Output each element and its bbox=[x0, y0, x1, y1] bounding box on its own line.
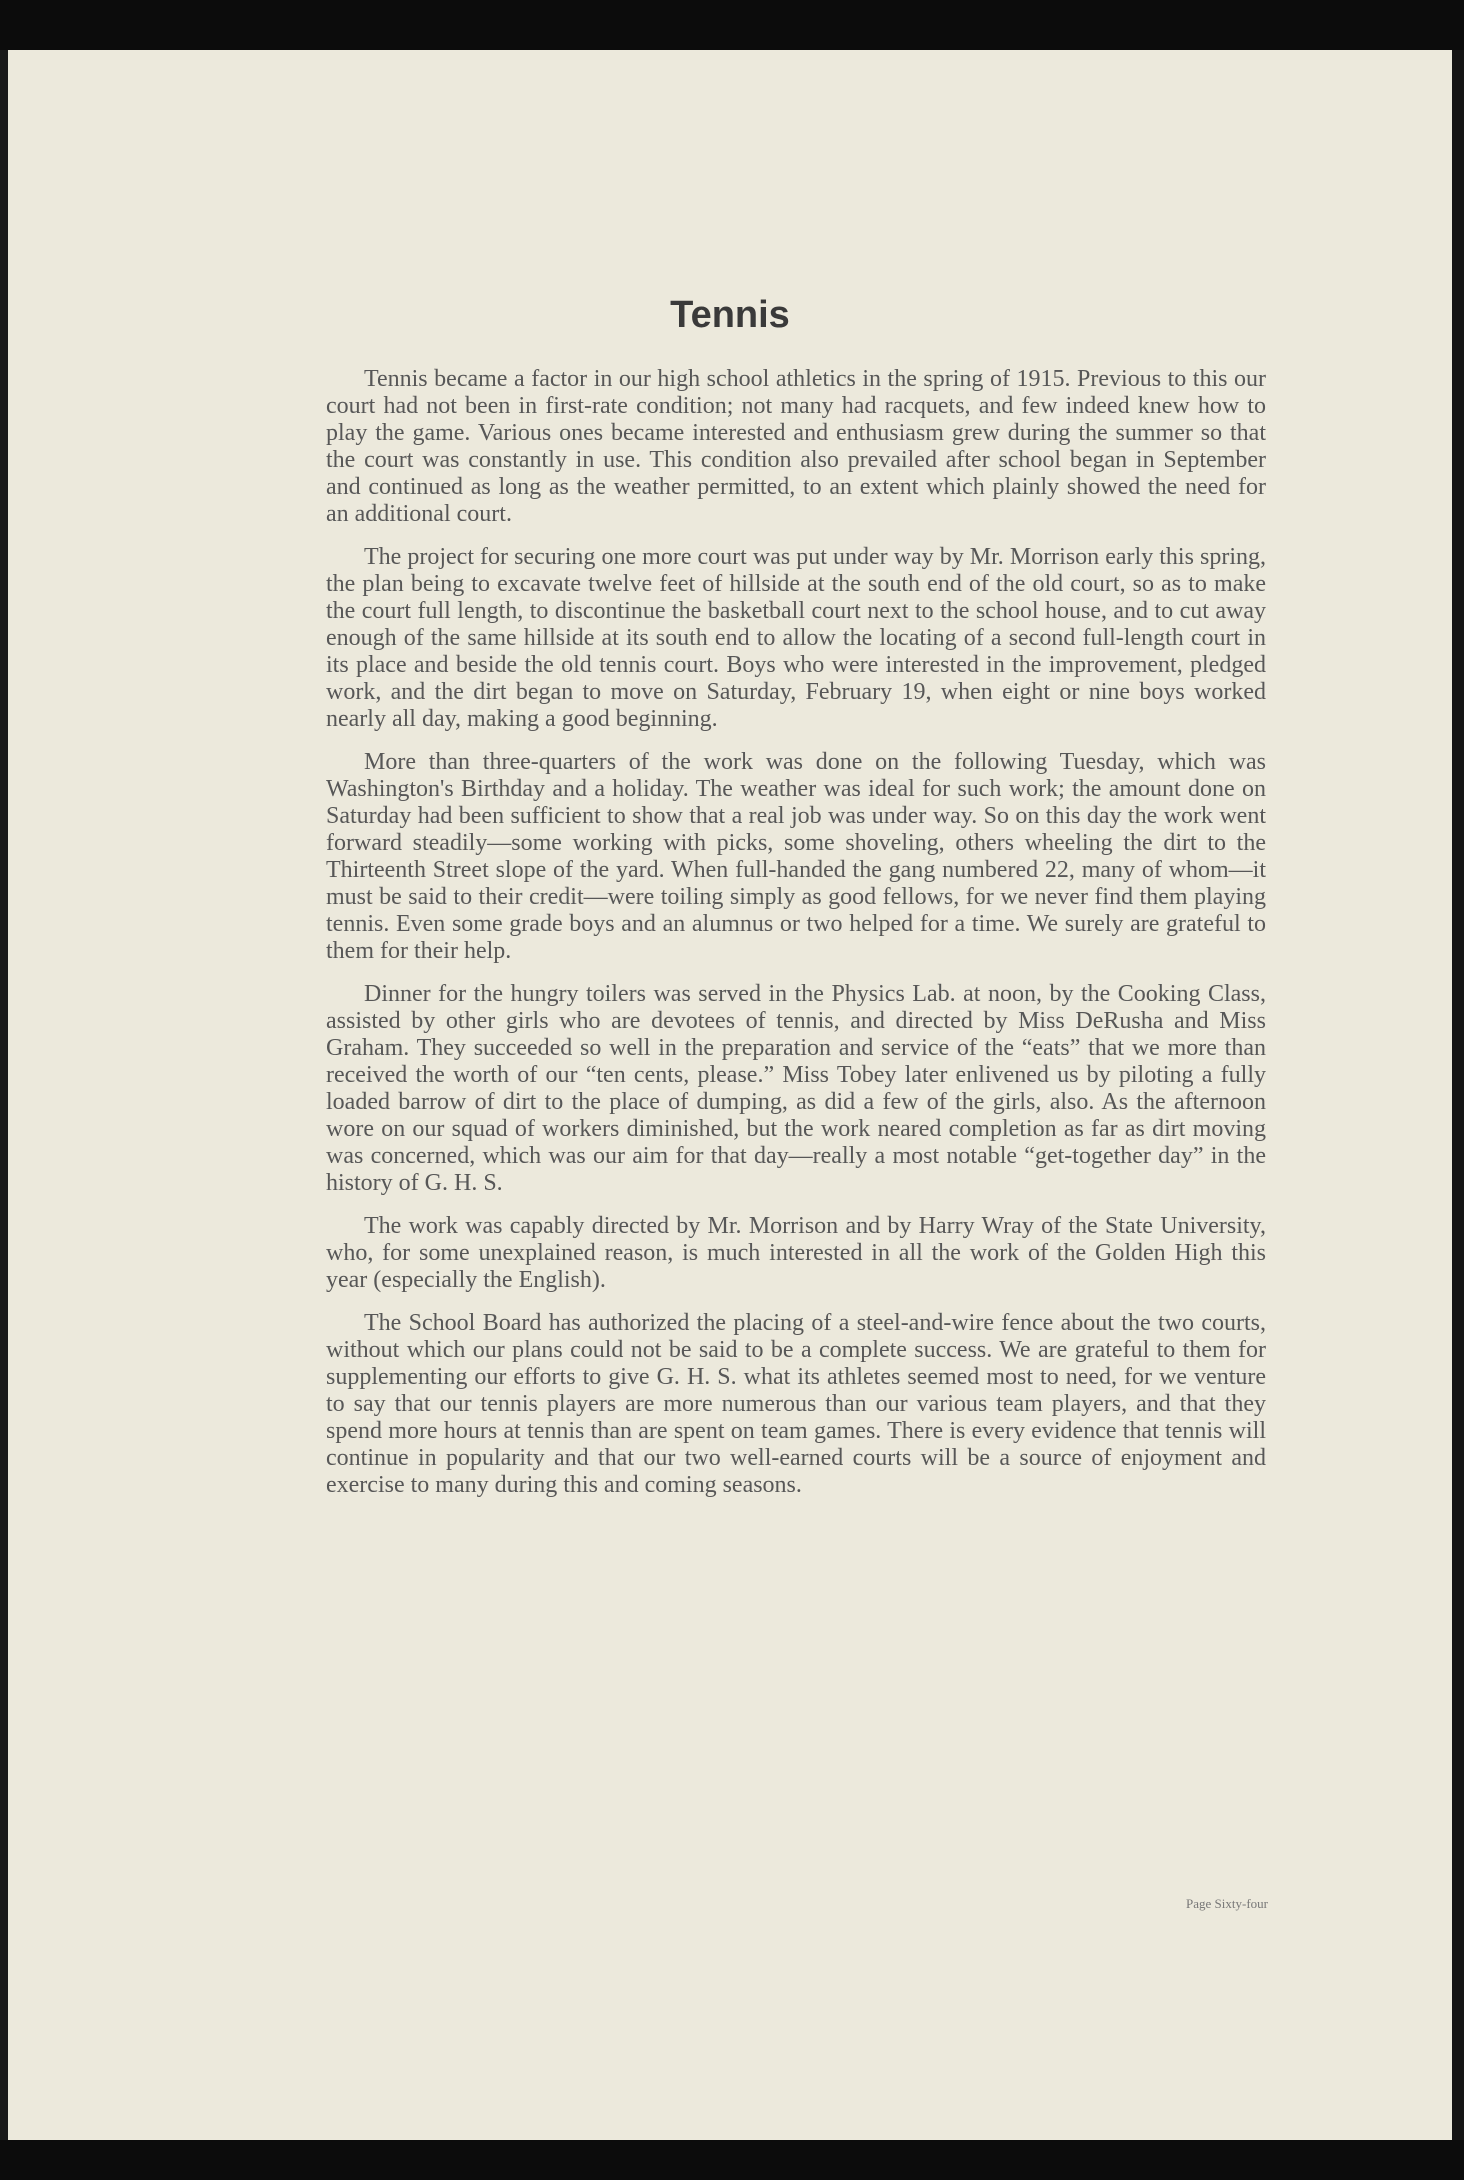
page-title: Tennis bbox=[670, 294, 790, 336]
paragraph: The School Board has authorized the placing of a steel-and-wire fence about the two courts, without which our plans could not be said to be a complete success. We are grateful to them for supplementing our efforts to give G. H. S. what its athletes seemed most to need, for we venture to say that our tennis players are more numerous than our various team players, and that they spend more hours at tennis than are spent on team games. There is every evidence that tennis will continue in popularity and that our two well-earned courts will be a source of enjoyment and exercise to many during this and coming seasons. bbox=[326, 1310, 1266, 1498]
paragraph: Tennis became a factor in our high school athletics in the spring of 1915. Previous to this our court had not been in first-rate condition; not many had racquets, and few indeed knew how to play the game. Various ones became interested and enthusiasm grew during the summer so that the court was constantly in use. This condition also prevailed after school began in September and continued as long as the weather permitted, to an extent which plainly showed the need for an additional court. bbox=[326, 366, 1266, 527]
paragraph: Dinner for the hungry toilers was served in the Physics Lab. at noon, by the Cooking Class, assisted by other girls who are devotees of tennis, and directed by Miss DeRusha and Miss Graham. They succeeded so well in the preparation and service of the “eats” that we more than received the worth of our “ten cents, please.” Miss Tobey later enlivened us by piloting a fully loaded barrow of dirt to the place of dumping, as did a few of the girls, also. As the afternoon wore on our squad of workers diminished, but the work neared completion as far as dirt moving was concerned, which was our aim for that day—really a most notable “get-together day” in the history of G. H. S. bbox=[326, 981, 1266, 1196]
page-right-edge bbox=[1452, 50, 1464, 2140]
page-left-edge bbox=[0, 50, 8, 2140]
paragraph: More than three-quarters of the work was done on the following Tuesday, which was Washington's Birthday and a holiday. The weather was ideal for such work; the amount done on Saturday had been sufficient to show that a real job was under way. So on this day the work went forward steadily—some working with picks, some shoveling, others wheeling the dirt to the Thirteenth Street slope of the yard. When full-handed the gang numbered 22, many of whom—it must be said to their credit—were toiling simply as good fellows, for we never find them playing tennis. Even some grade boys and an alumnus or two helped for a time. We surely are grateful to them for their help. bbox=[326, 749, 1266, 964]
page-number: Page Sixty-four bbox=[1186, 1896, 1268, 1911]
paragraph: The work was capably directed by Mr. Morrison and by Harry Wray of the State University, who, for some unexplained reason, is much interested in all the work of the Golden High this year (especially the English). bbox=[326, 1213, 1266, 1293]
book-page bbox=[8, 50, 1452, 2140]
article-body bbox=[326, 366, 1266, 1515]
paragraph: The project for securing one more court was put under way by Mr. Morrison early this spring, the plan being to excavate twelve feet of hillside at the south end of the old court, so as to make the court full length, to discontinue the basketball court next to the school house, and to cut away enough of the same hillside at its south end to allow the locating of a second full-length court in its place and beside the old tennis court. Boys who were interested in the improvement, pledged work, and the dirt began to move on Saturday, February 19, when eight or nine boys worked nearly all day, making a good beginning. bbox=[326, 544, 1266, 732]
